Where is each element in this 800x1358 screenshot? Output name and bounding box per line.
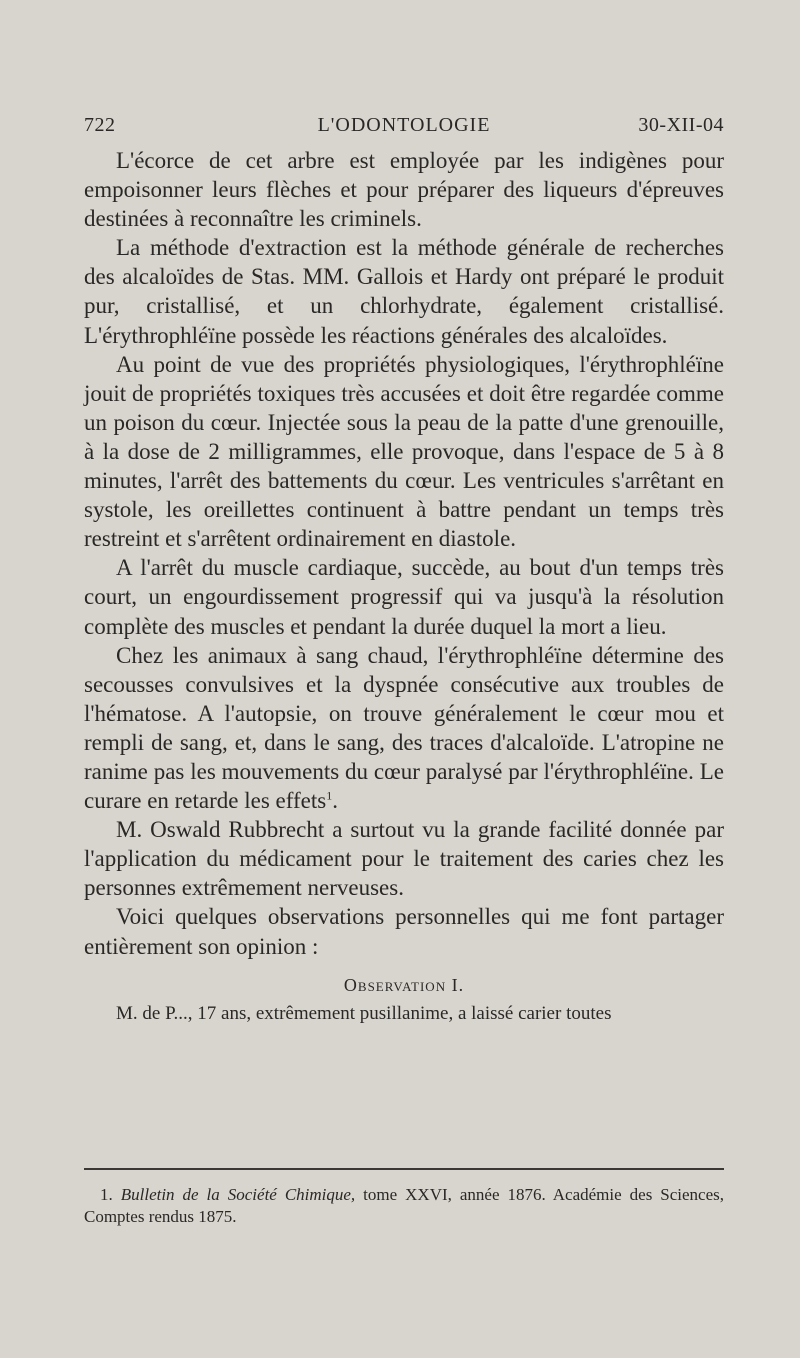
paragraph-with-footnote: [84, 641, 724, 816]
running-header: [84, 114, 724, 144]
footnote-reference-period: .: [332, 788, 338, 814]
footnote-reference: 1: [326, 788, 333, 803]
footnote: [84, 1184, 724, 1228]
body-text: [84, 146, 724, 1026]
footnote-divider: [84, 1168, 724, 1170]
observation-text: M. de P..., 17 ans, extrêmement pusillanime, a laissé carier toutes: [116, 1002, 612, 1024]
page-number: 722: [84, 114, 116, 136]
paragraph: A l'arrêt du muscle cardiaque, succède, au bout d'un temps très court, un engourdissement progressif qui va jusqu'à la résolution complète des muscles et pendant la durée duquel la mort a lieu.: [84, 555, 724, 639]
issue-date: 30-XII-04: [638, 114, 724, 136]
footnote-source-details: tome XXVI, année 1876. Académie des Sciences, Comptes rendus 1875.: [84, 1185, 725, 1226]
paragraph: Voici quelques observations personnelles qui me font partager entièrement son opinion :: [84, 904, 724, 959]
journal-title: L'ODONTOLOGIE: [317, 114, 491, 136]
footnote-number: 1.: [100, 1185, 113, 1204]
footnote-source-title: Bulletin de la Société Chimique,: [120, 1185, 356, 1204]
paragraph: La méthode d'extraction est la méthode générale de recherches des alcaloïdes de Stas. MM. Gallois et Hardy ont préparé le produit pur, cristallisé, et un chlorhydrate, également cristallisé. L'érythrophléïne possède les réactions générales des alcaloïdes.: [84, 235, 724, 348]
paragraph: Au point de vue des propriétés physiologiques, l'érythrophléïne jouit de propriétés toxiques très accusées et doit être regardée comme un poison du cœur. Injectée sous la peau de la patte d'une grenouille, à la dose de 2 milligrammes, elle provoque, dans l'espace de 5 à 8 minutes, l'arrêt des battements du cœur. Les ventricules s'arrêtant en systole, les oreillettes continuent à battre pendant un temps très restreint et s'arrêtent ordinairement en diastole.: [84, 351, 724, 552]
paragraph-text: Chez les animaux à sang chaud, l'érythrophléïne détermine des secousses convulsives et la dyspnée consécutive aux troubles de l'hématose. A l'autopsie, on trouve généralement le cœur mou et rempli de sang, et, dans le sang, des traces d'alcaloïde. L'atropine ne ranime pas les mouvements du cœur paralysé par l'érythrophléïne. Le curare en retarde les effets: [84, 642, 724, 814]
observation-title: Observation I.: [343, 974, 465, 995]
paragraph: M. Oswald Rubbrecht a surtout vu la grande facilité donnée par l'application du médicament pour le traitement des caries chez les personnes extrêmement nerveuses.: [84, 817, 724, 901]
paragraph: L'écorce de cet arbre est employée par les indigènes pour empoisonner leurs flèches et pour préparer des liqueurs d'épreuves destinées à reconnaître les criminels.: [84, 148, 724, 232]
